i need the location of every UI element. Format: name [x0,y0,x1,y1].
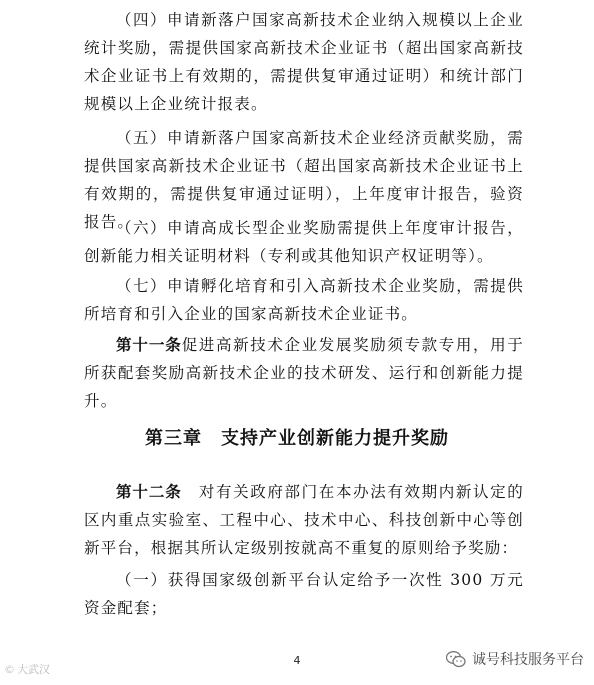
chapter-title: 第三章 支持产业创新能力提升奖励 [145,428,449,449]
watermark-right [446,649,584,669]
watermark-left-text: 大武汉 [17,663,50,676]
watermark-left [4,661,50,677]
watermark-logo-icon: © [4,662,15,676]
paragraph-6: （六）申请高成长型企业奖励需提供上年度审计报告，创新能力相关证明材料（专利或其他知识产权证明等）。 [84,219,524,265]
paragraph-7: （七）申请孵化培育和引入高新技术企业奖励，需提供所培育和引入企业的国家高新技术企业证书。 [84,277,524,323]
article-12-item-1: （一）获得国家级创新平台认定给予一次性 300 万元资金配套； [84,571,524,617]
paragraph-5: （五）申请新落户国家高新技术企业经济贡献奖励，需提供国家高新技术企业证书（超出国家高新技术企业证书上有效期的，需提供复审通过证明），上年度审计报告，验资报告。 [84,129,524,231]
article-11: 第十一条促进高新技术企业发展奖励须专款专用，用于所获配套奖励高新技术企业的技术研发、运行和创新能力提升。 [84,336,524,410]
page-number: 4 [293,654,301,667]
article-11-number: 第十一条 [116,336,182,354]
article-12-number: 第十二条 [116,483,182,501]
wechat-icon [446,651,466,668]
paragraph-4: （四）申请新落户国家高新技术企业纳入规模以上企业统计奖励，需提供国家高新技术企业证书（超出国家高新技术企业证书上有效期的，需提供复审通过证明）和统计部门规模以上企业统计报表。 [84,11,524,113]
watermark-right-text: 诚号科技服务平台 [472,652,584,668]
article-12: 第十二条 对有关政府部门在本办法有效期内新认定的区内重点实验室、工程中心、技术中心、科技创新中心等创新平台，根据其所认定级别按就高不重复的原则给予奖励： [84,483,524,557]
